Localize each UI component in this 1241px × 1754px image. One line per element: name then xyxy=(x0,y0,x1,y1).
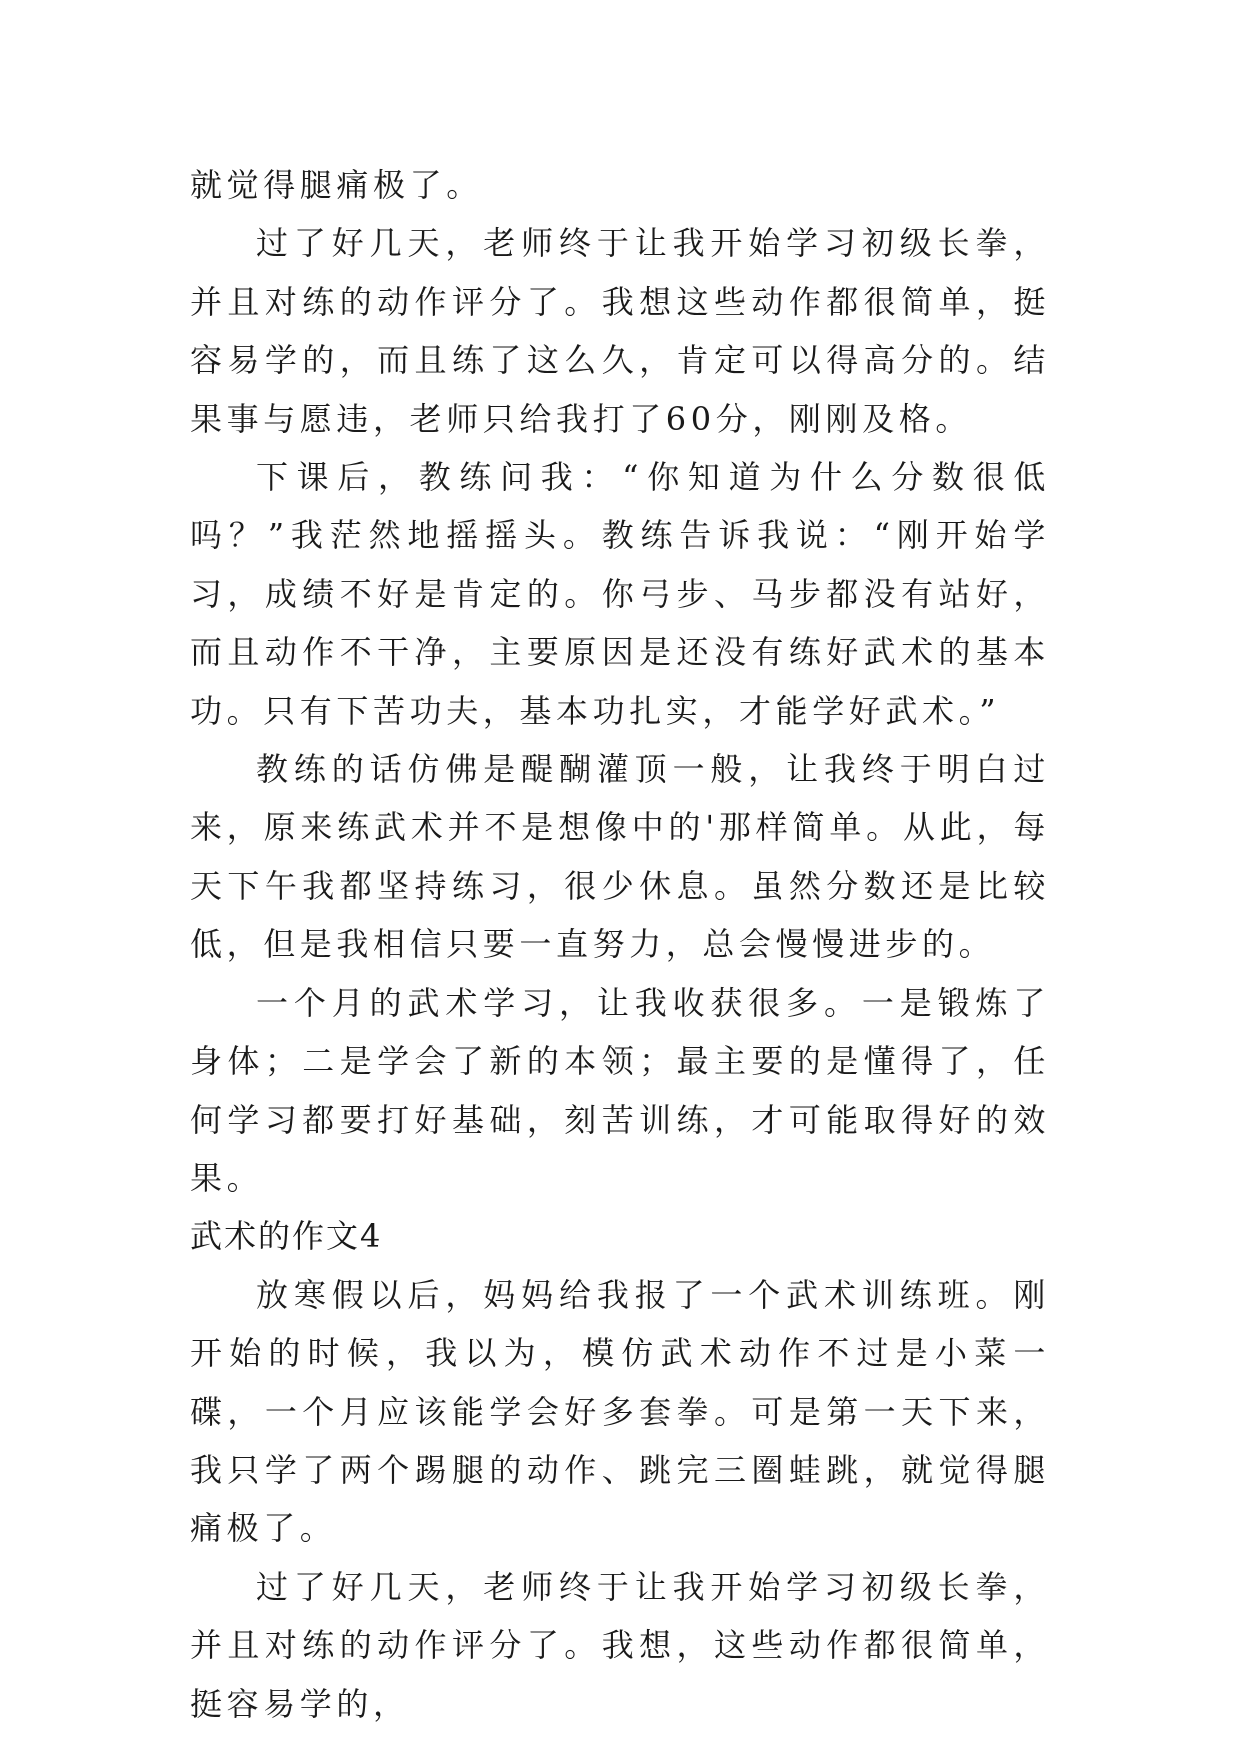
paragraph: 过了好几天，老师终于让我开始学习初级长拳，并且对练的动作评分了。我想，这些动作都很简单，挺容易学的， xyxy=(190,1567,1050,1723)
paragraph: 下课后，教练问我：“你知道为什么分数很低吗？”我茫然地摇摇头。教练告诉我说：“刚开始学习，成绩不好是肯定的。你弓步、马步都没有站好，而且动作不干净，主要原因是还没有练好武术的基本功。只有下苦功夫，基本功扎实，才能学好武术。” xyxy=(190,458,1050,730)
paragraph: 过了好几天，老师终于让我开始学习初级长拳，并且对练的动作评分了。我想这些动作都很简单，挺容易学的，而且练了这么久，肯定可以得高分的。结果事与愿违，老师只给我打了60分，刚刚及格。 xyxy=(190,224,1050,438)
paragraph-continuation: 就觉得腿痛极了。 xyxy=(190,166,483,204)
paragraph: 教练的话仿佛是醍醐灌顶一般，让我终于明白过来，原来练武术并不是想像中的'那样简单。从此，每天下午我都坚持练习，很少休息。虽然分数还是比较低，但是我相信只要一直努力，总会慢慢进步的。 xyxy=(190,750,1050,964)
paragraph: 放寒假以后，妈妈给我报了一个武术训练班。刚开始的时候，我以为，模仿武术动作不过是小菜一碟，一个月应该能学会好多套拳。可是第一天下来，我只学了两个踢腿的动作、跳完三圈蛙跳，就觉得腿痛极了。 xyxy=(190,1275,1050,1548)
document-body xyxy=(190,156,1050,1733)
section-heading: 武术的作文4 xyxy=(190,1217,383,1256)
paragraph: 一个月的武术学习，让我收获很多。一是锻炼了身体；二是学会了新的本领；最主要的是懂得了，任何学习都要打好基础，刻苦训练，才可能取得好的效果。 xyxy=(190,983,1050,1197)
